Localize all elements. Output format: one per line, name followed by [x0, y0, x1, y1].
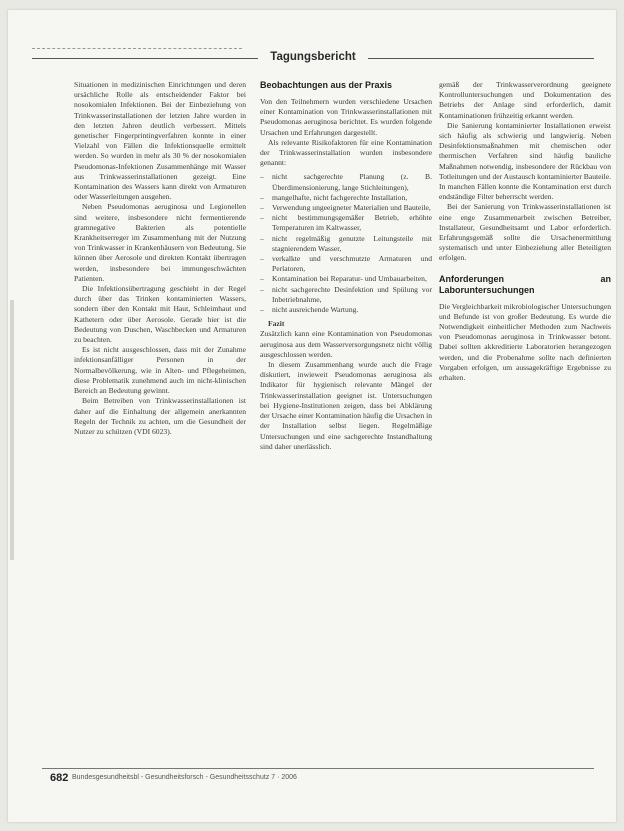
paragraph: Von den Teilnehmern wurden verschiedene Ursachen einer Kontamination von Trinkwasserinstallationen mit Pseudomonas aeruginosa berichtet. Es wurden folgende Ursachen und Erfahrungen dargestellt.	[260, 97, 432, 137]
paragraph: Zusätzlich kann eine Kontamination von Pseudomonas aeruginosa aus dem Wasserversorgungsnetz nicht völlig ausgeschlossen werden.	[260, 329, 432, 359]
paragraph: gemäß der Trinkwasserverordnung geeignete Kontrolluntersuchungen und Dokumentation des Betriebs der Anlage sind erforderlich, damit Kontaminationen frühzeitig erkannt werden.	[439, 80, 611, 120]
list-item: – nicht ausreichende Wartung.	[260, 305, 432, 315]
text-column-middle	[260, 80, 432, 452]
risk-factor-list	[260, 172, 432, 315]
list-item: – nicht sachgerechte Desinfektion und Spülung vor Inbetriebnahme,	[260, 285, 432, 305]
paragraph: Die Vergleichbarkeit mikrobiologischer Untersuchungen und Befunde ist von großer Bedeutung. Es wurde die Notwendigkeit einheitlicher Methoden zum Nachweis von Pseudomonas aeruginosa in Trinkwasser betont. Dabei sollten akkreditierte Laboratorien herangezogen werden, und die Probenahme sollte nach definierten Vorgaben erfolgen, um aussagekräftige Ergebnisse zu erhalten.	[439, 301, 612, 383]
list-item: – nicht regelmäßig genutzte Leitungsteile mit stagnierendem Wasser,	[260, 234, 432, 254]
footer-rule	[42, 768, 594, 769]
text-column-right	[439, 80, 611, 383]
paragraph: Die Sanierung kontaminierter Installationen erweist sich häufig als schwierig und langwierig. Neben Desinfektionsmaßnahmen mit chemischen oder thermischen Verfahren sind häufig bauliche Maßnahmen notwendig, insbesondere der Rückbau von Totleitungen und der Austausch kontaminierter Bauteile. In manchen Fällen konnte die Kontamination erst durch endständige Filter beherrscht werden.	[439, 120, 611, 202]
list-item: – nicht sachgerechte Planung (z. B. Überdimensionierung, lange Stichleitungen),	[260, 172, 432, 192]
list-item: – Kontamination bei Reparatur- und Umbauarbeiten,	[260, 274, 432, 284]
section-heading: Anforderungen an Laboruntersuchungen	[439, 273, 611, 295]
list-item: – mangelhafte, nicht fachgerechte Installation,	[260, 193, 432, 203]
paragraph: In diesem Zusammenhang wurde auch die Frage diskutiert, inwieweit Pseudomonas aeruginosa als Indikator für hygienisch relevante Mängel der Trinkwasserinstallation geeignet ist. Untersuchungen bei Hygiene-Institutionen zeigen, dass bei Abklärung der Ursache einer Kontamination häufig die Ursachen in der Installation selbst liegen. Regelmäßige Untersuchungen und eine sachgerechte Instandhaltung sind daher unerlässlich.	[260, 360, 432, 451]
page-number: 682	[50, 772, 69, 784]
paragraph: Als relevante Risikofaktoren für eine Kontamination der Trinkwasserinstallation wurden insbesondere genannt:	[260, 137, 432, 168]
paragraph: Bei der Sanierung von Trinkwasserinstallationen ist eine enge Zusammenarbeit zwischen Betreiber, Installateur, Gesundheitsamt und Labor erforderlich. Erfahrungsgemäß sollte die Ursachenermittlung systematisch und unter Einbeziehung aller Beteiligten erfolgen.	[439, 202, 611, 263]
running-head: Tagungsbericht	[258, 50, 368, 63]
header-dashed-rule	[32, 48, 242, 49]
list-item: – verkalkte und verschmutzte Armaturen und Perlatoren,	[260, 254, 432, 274]
list-item: – Verwendung ungeeigneter Materialien und Bauteile,	[260, 203, 432, 213]
paragraph: Situationen in medizinischen Einrichtungen und deren ursächliche Rolle als entscheidender Faktor bei nosokomialen Infektionen. Bei der Einbeziehung von Trinkwasserinstallationen der letzten Jahre wurden in den letzten Jahren deutlich verbessert. Mittels genetischer Fingerprintingverfahren konnte in einer Vielzahl von Fällen die Infektionsquelle ermittelt werden. So wurden in mehr als 30 % der nosokomialen Pseudomonas-Infektionen Zusammenhänge mit Wasser aus Trinkwasserinstallationen gezeigt. Eine Kontamination des Wassers kann direkt von Armaturen oder Wasserleitungen ausgehen.	[74, 80, 246, 202]
list-item: – nicht bestimmungsgemäßer Betrieb, erhöhte Temperaturen im Kaltwasser,	[260, 213, 432, 233]
scan-shadow	[10, 300, 14, 560]
paragraph: Neben Pseudomonas aeruginosa und Legionellen sind weitere, insbesondere nicht fermentierende gramnegative Bakterien als potentielle Krankheitserreger im Zusammenhang mit der Nutzung von Trinkwasser in Krankenhäusern von Bedeutung. Sie können über Aerosole und direkten Kontakt übertragen werden, insbesondere bei immungeschwächten Patienten.	[74, 202, 246, 283]
journal-citation: Bundesgesundheitsbl - Gesundheitsforsch - Gesundheitsschutz 7 · 2006	[72, 774, 297, 781]
fazit-label: Fazit	[268, 319, 285, 329]
document-page	[8, 10, 616, 822]
paragraph: Die Infektionsübertragung geschieht in der Regel durch über das Trinken kontaminierten Wassers, sondern über den Kontakt mit Haut, Schleimhaut und Kathetern oder über Aerosole. Gerade hier ist die Bedeutung von Duschen, Waschbecken und Armaturen zu beachten.	[74, 284, 246, 345]
text-column-left	[74, 80, 246, 437]
paragraph: Es ist nicht ausgeschlossen, dass mit der Zunahme infektionsanfälliger Personen in der Normalbevölkerung, wie in Alten- und Pflegeheimen, diese Problematik zunehmend auch im nicht-klinischen Bereich an Bedeutung gewinnt.	[74, 345, 246, 396]
section-heading: Beobachtungen aus der Praxis	[260, 80, 393, 90]
paragraph: Beim Betreiben von Trinkwasserinstallationen ist daher auf die Einhaltung der allgemein anerkannten Regeln der Technik zu achten, um die Gesundheit der Nutzer zu schützen (VDI 6023).	[74, 396, 246, 436]
